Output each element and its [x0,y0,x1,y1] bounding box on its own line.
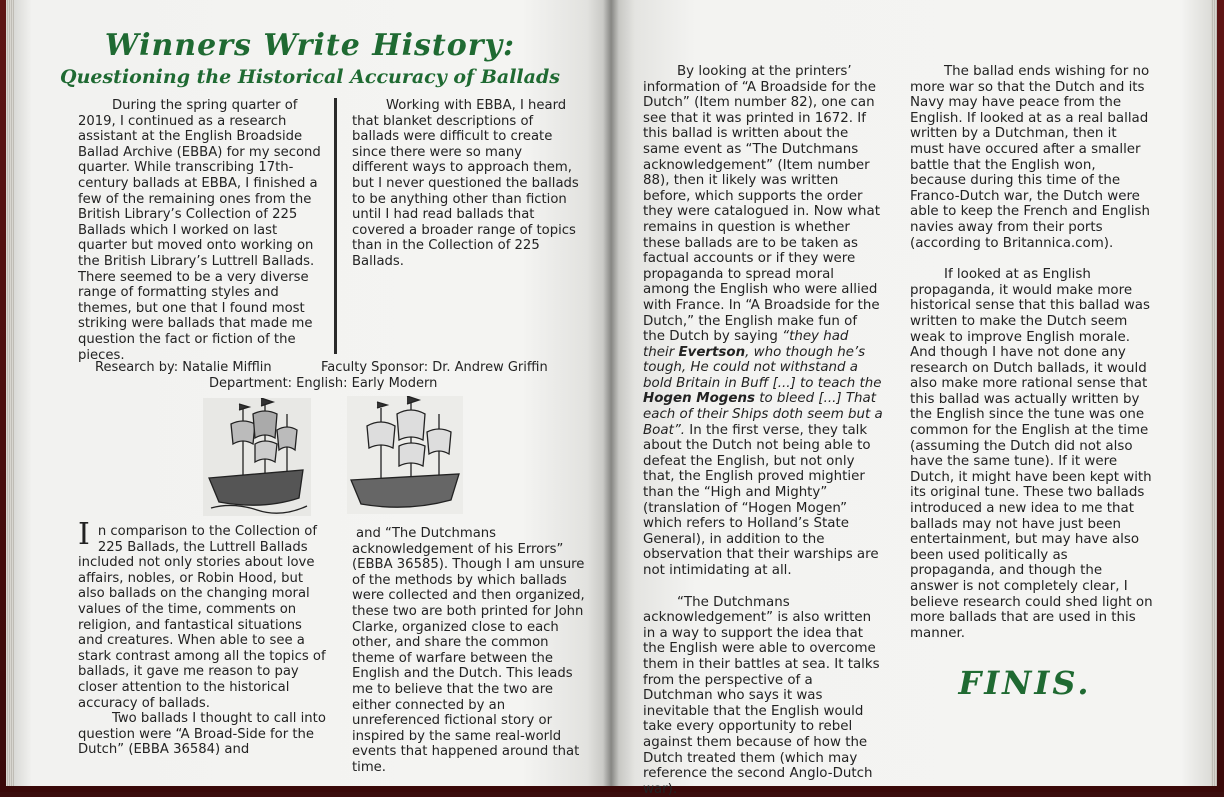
lower-column-1 [78,517,330,758]
right-paragraph-3: The ballad ends wishing for no more war so that the Dutch and its Navy may have peace from the English. If looked at as a real ballad written by a Dutchman, then it must have occured after a smaller battle that the English won, because during this time of the Franco-Dutch war, the Dutch were able to keep the French and English navies away from their ports (according to Britannica.com). [910,64,1150,251]
page-title: Winners Write History: [104,28,516,63]
intro-column-2 [352,98,580,270]
intro-paragraph-2: Working with EBBA, I heard that blanket descriptions of ballads were difficult to create since there were so many different ways to approach them, but I never questioned the ballads to be anything other than fiction until I had read ballads that covered a broader range of topics than in the Collection of 225 Ballads. [352,98,579,269]
lower-column-2 [352,526,590,776]
lower-paragraph-2: Two ballads I thought to call into question were “A Broad-Side for the Dutch” (EBBA 36584) and [78,711,326,758]
column-divider [334,98,337,354]
right-column-2 [910,64,1154,641]
book-spine [603,0,619,786]
right-paragraph-2: “The Dutchmans acknowledgement” is also written in a way to support the idea that the English were able to overcome them in their battles at sea. It talks from the perspective of a Dutchman who says it was inevitable that the English would take every opportunity to rebel against them because of how the Dutch treated them (which may reference the second Anglo-Dutch war). [643,594,880,797]
page-subtitle: Questioning the Historical Accuracy of Ballads [60,66,560,88]
drop-cap: I [78,517,90,552]
ship-woodcut-1 [203,398,311,516]
researcher-credit: Research by: Natalie Mifflin [95,360,272,375]
finis-mark: FINIS. [958,664,1092,702]
right-column-1 [643,64,883,797]
right-paragraph-4: If looked at as English propaganda, it would make more historical sense that this ballad was written to make the Dutch seem weak to improve English morale. And though I have not done any research on Dutch ballads, it would also make more rational sense that this ballad was actually written by the English since the tune was one common for the English at the time (assuming the Dutch did not also have the same tune). If it were Dutch, it might have been kept with its original tune. These two ballads introduced a new idea to me that ballads may not have just been entertainment, but may have also been used politically as propaganda, and though the answer is not completely clear, I believe research could shed light on more ballads that are used in this manner. [910,267,1153,641]
department-credit: Department: English: Early Modern [209,376,438,391]
lower-paragraph-3: and “The Dutchmans acknowledgement of his Errors” (EBBA 36585). Though I am unsure of the methods by which ballads were collected and then organized, these two are both printed for John Clarke, organized close to each other, and share the common theme of warfare between the English and the Dutch. This leads me to believe that the two are either connected by an unreferenced fictional story or inspired by the same real-world events that happened around that time. [352,526,585,775]
intro-paragraph-1: During the spring quarter of 2019, I continued as a research assistant at the English Broadside Ballad Archive (EBBA) for my second quarter. While transcribing 17th-century ballads at EBBA, I finished a few of the remaining ones from the British Library’s Collection of 225 Ballads which I worked on last quarter but moved onto working on the British Library’s Luttrell Ballads. There seemed to be a very diverse range of formatting styles and themes, but one that I found most striking were ballads that made me question the fact or fiction of the pieces. [78,98,321,363]
lower-paragraph-1: n comparison to the Collection of 225 Ballads, the Luttrell Ballads included not only stories about love affairs, nobles, or Robin Hood, but also ballads on the changing moral values of the time, comments on religion, and fantastical situations and creatures. When able to see a stark contrast among all the topics of ballads, it gave me reason to pay closer attention to the historical accuracy of ballads. [78,524,326,711]
right-paragraph-1: By looking at the printers’ information of “A Broadside for the Dutch” (Item number 82), one can see that it was printed in 1672. If this ballad is written about the same event as “The Dutchmans acknowledgement” (Item number 88), then it likely was written before, which supports the order they were catalogued in. Now what remains in question is whether these ballads are to be taken as factual accounts or if they were propaganda to spread moral among the English who were allied with France. In “A Broadside for the Dutch,” the English make fun of the Dutch by saying “they had their Evertson, who though he’s tough, He could not withstand a bold Britain in Buff [...] to teach the Hogen Mogens to bleed [...] That each of their Ships doth seem but a Boat”. In the first verse, they talk about the Dutch not being able to defeat the English, but not only that, the English proved mightier than the “High and Mighty” (translation of “Hogen Mogen” which refers to Holland’s State General), in addition to the observation that their warships are not intimidating at all. [643,64,883,578]
ship-woodcut-2 [347,396,463,514]
intro-column-1 [78,98,330,363]
sponsor-credit: Faculty Sponsor: Dr. Andrew Griffin [321,360,548,375]
